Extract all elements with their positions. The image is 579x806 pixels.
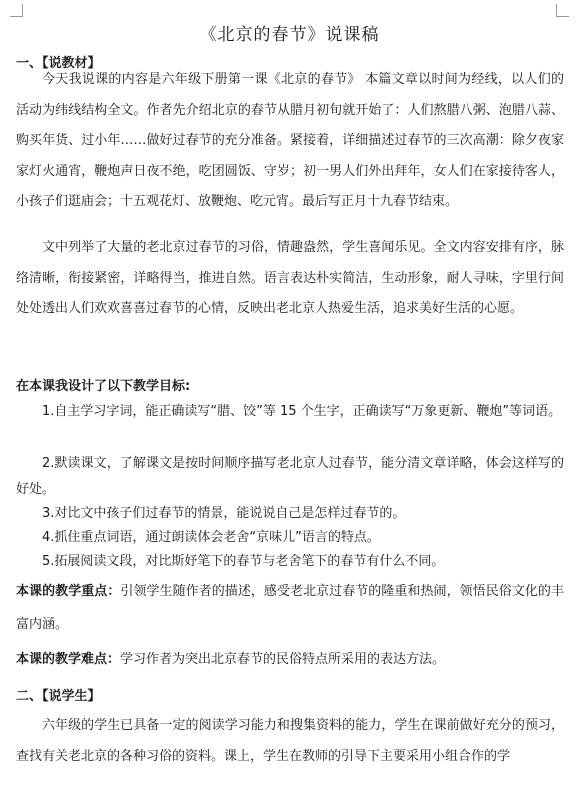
section-heading-students: 二、【说学生】 [16,689,101,704]
difficulty-paragraph [16,643,564,676]
difficulty-label: 本课的教学难点： [16,652,121,667]
page-corner-mark-left [10,4,23,17]
key-point-paragraph [16,575,564,641]
page-corner-mark-right [556,4,569,17]
key-point-text: 引领学生随作者的描述，感受老北京过春节的隆重和热闹，领悟民俗文化的丰富内涵。 [16,584,564,632]
goal-item-4: 4.抓住重点词语，通过朗读体会老舍“京味儿”语言的特点。 [42,530,380,545]
difficulty-text: 学习作者为突出北京春节的民俗特点所采用的表达方法。 [120,652,446,667]
goal-item-2: 2.默读课文，了解课文是按时间顺序描写老北京人过春节，能分清文章详略，体会这样写的好处。 [16,456,564,497]
goals-heading: 在本课我设计了以下教学目标: [16,379,191,394]
section-heading-textbook: 一、【说教材】 [16,56,101,71]
paragraph-students: 六年级的学生已具备一定的阅读学习能力和搜集资料的能力，学生在课前做好充分的预习，查找有关老北京的各种习俗的资料。课上，学生在教师的引导下主要采用小组合作的学 [16,718,564,764]
goal-item-3: 3.对比文中孩子们过春节的情景，能说说自己是怎样过春节的。 [42,506,406,521]
paragraph-textbook-intro: 今天我说课的内容是六年级下册第一课《北京的春节》 本篇文章以时间为经线，以人们的活动为纬线结构全文。作者先介绍北京的春节从腊月初旬就开始了：人们熬腊八粥、泡腊八蒜、购买年货、过小年……做好过春节的充分准备。紧接着，详细描述过春节的三次高潮：除夕夜家家灯火通宵，鞭炮声日夜不绝，吃团圆饭、守岁；初一男人们外出拜年，女人们在家接待客人，小孩子们逛庙会；十五观花灯、放鞭炮、吃元宵。最后写正月十九春节结束。 [16,72,564,209]
paragraph-textbook-analysis: 文中列举了大量的老北京过春节的习俗，情趣盎然，学生喜闻乐见。全文内容安排有序，脉络清晰，衔接紧密，详略得当，推进自然。语言表达朴实简洁，生动形象，耐人寻味，字里行间处处透出人们欢欢喜喜过春节的心情，反映出老北京人热爱生活，追求美好生活的心愿。 [16,240,564,316]
key-point-label: 本课的教学重点： [16,584,121,599]
goal-item-5: 5.拓展阅读文段，对比斯妤笔下的春节与老舍笔下的春节有什么不同。 [42,554,445,569]
goal-item-1: 1.自主学习字词，能正确读写“腊、饺”等 15 个生字，正确读写“万象更新、鞭炮”等词语。 [42,404,562,419]
document-title: 《北京的春节》说课稿 [199,25,380,45]
